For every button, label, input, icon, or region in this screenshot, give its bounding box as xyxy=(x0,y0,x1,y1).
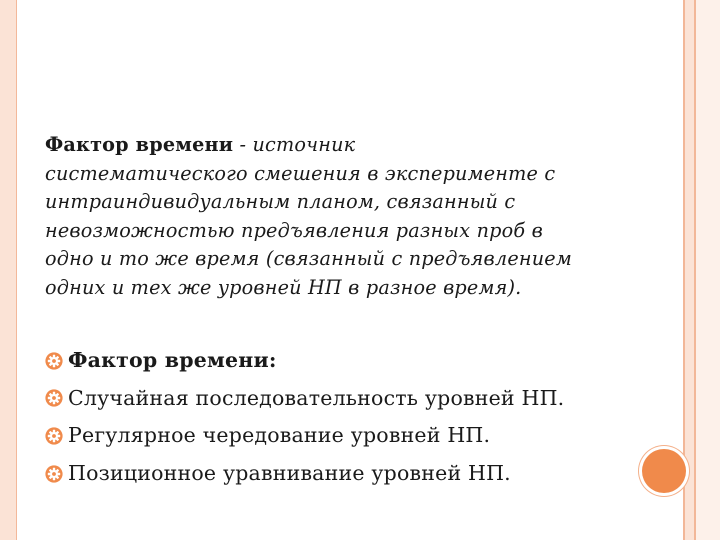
definition-line: систематического смешения в эксперименте с xyxy=(45,161,556,185)
definition-line: одно и то же время (связанный с предъявлением xyxy=(45,247,572,271)
right-frame-margin xyxy=(696,0,720,540)
right-frame-band xyxy=(685,0,694,540)
definition-line: одних и тех же уровней НП в разное время). xyxy=(45,275,522,299)
bullet-list xyxy=(45,342,645,492)
bullet-item xyxy=(45,417,645,455)
definition-line: интраиндивидуальным планом, связанный с xyxy=(45,190,516,214)
definition-separator: - xyxy=(233,133,253,156)
gear-icon xyxy=(45,427,63,445)
bullet-text: Регулярное чередование уровней НП. xyxy=(68,423,491,448)
left-frame-line xyxy=(16,0,17,540)
gear-icon xyxy=(45,389,63,407)
gear-icon xyxy=(45,465,63,483)
definition-paragraph xyxy=(45,131,635,303)
bullet-item xyxy=(45,380,645,418)
bullet-text: Позиционное уравнивание уровней НП. xyxy=(68,460,511,485)
definition-term: Фактор времени xyxy=(45,133,234,156)
gear-icon xyxy=(45,352,63,370)
left-frame-band xyxy=(0,0,16,540)
bullet-text: Фактор времени: xyxy=(68,348,277,372)
bullet-item xyxy=(45,455,645,493)
definition-line: невозможностью предъявления разных проб в xyxy=(45,218,543,242)
definition-line: источник xyxy=(252,133,356,156)
bullet-item xyxy=(45,342,645,380)
bullet-text: Случайная последовательность уровней НП. xyxy=(68,385,565,410)
decorative-accent-circle xyxy=(642,449,686,493)
